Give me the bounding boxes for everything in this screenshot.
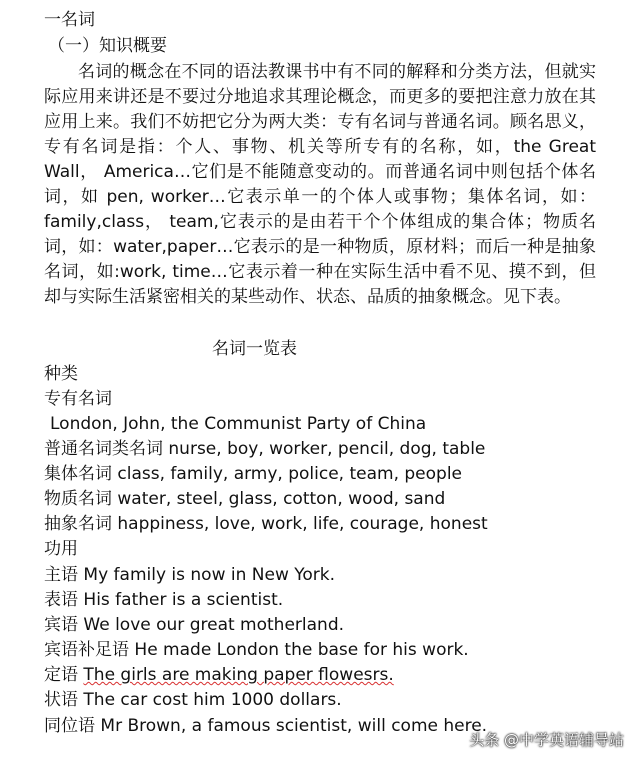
watermark-text: 头条 @中学英语辅导站 [469, 731, 624, 749]
kind-row [44, 512, 488, 536]
kind-label: 抽象名词 [44, 514, 112, 534]
section-heading: 一名词 [44, 10, 95, 30]
function-label: 表语 [44, 590, 78, 610]
function-label: 定语 [44, 665, 78, 685]
proper-noun-label: 专有名词 [44, 389, 112, 409]
source-watermark [469, 729, 624, 750]
body-paragraph [44, 60, 596, 310]
function-example: We love our great motherland. [83, 615, 345, 635]
kind-examples: water, steel, glass, cotton, wood, sand [117, 489, 446, 509]
function-label: 功用 [44, 539, 78, 559]
function-label: 同位语 [44, 716, 95, 736]
function-label: 宾语 [44, 615, 78, 635]
proper-noun-examples: London, John, the Communist Party of China [50, 414, 427, 434]
function-label: 主语 [44, 565, 78, 585]
function-row [44, 563, 335, 587]
function-example: He made London the base for his work. [134, 640, 469, 660]
function-example: His father is a scientist. [83, 590, 284, 610]
function-example: The car cost him 1000 dollars. [83, 690, 342, 710]
function-example: My family is now in New York. [83, 565, 336, 585]
function-row [44, 588, 283, 612]
kind-examples: happiness, love, work, life, courage, honest [117, 514, 488, 534]
kind-examples: class, family, army, police, team, people [117, 464, 463, 484]
paragraph-text: 名词的概念在不同的语法教课书中有不同的解释和分类方法，但就实际应用来讲还是不要过分地追求其理论概念，而更多的要把注意力放在其应用上来。我们不妨把它分为两大类：专有名词与普通名词。顾名思义，专有名词是指：个人、事物、机关等所专有的名称，如，the Great Wall， America…它们是不能随意变动的。而普通名词中则包括个体名词，如 pen, worker…它表示单一的个体人或事物；集体名词，如：family,class， team,它表示的是由若干个个体组成的集合体；物质名词，如：water,paper…它表示的是一种物质，原材料；而后一种是抽象名词，如:work, time…它表示着一种在实际生活中看不见、摸不到，但却与实际生活紧密相关的某些动作、状态、品质的抽象概念。见下表。 [44, 62, 596, 307]
function-row [44, 714, 487, 738]
kind-label: 普通名词类名词 [44, 439, 163, 459]
function-example: The girls are making paper flowesrs. [83, 665, 394, 685]
table-title: 名词一览表 [212, 339, 297, 359]
function-row [44, 638, 469, 662]
function-row [44, 663, 394, 687]
function-label: 状语 [44, 690, 78, 710]
function-label: 宾语补足语 [44, 640, 129, 660]
kind-label: 集体名词 [44, 464, 112, 484]
kinds-label: 种类 [44, 364, 78, 384]
kind-label: 物质名词 [44, 489, 112, 509]
function-row [44, 688, 342, 712]
function-row [44, 613, 344, 637]
kind-row [44, 487, 445, 511]
kind-examples: nurse, boy, worker, pencil, dog, table [168, 439, 486, 459]
function-example: Mr Brown, a famous scientist, will come here. [100, 716, 488, 736]
kind-row [44, 437, 485, 461]
kind-row [44, 462, 462, 486]
subsection-heading: （一）知识概要 [48, 36, 167, 56]
